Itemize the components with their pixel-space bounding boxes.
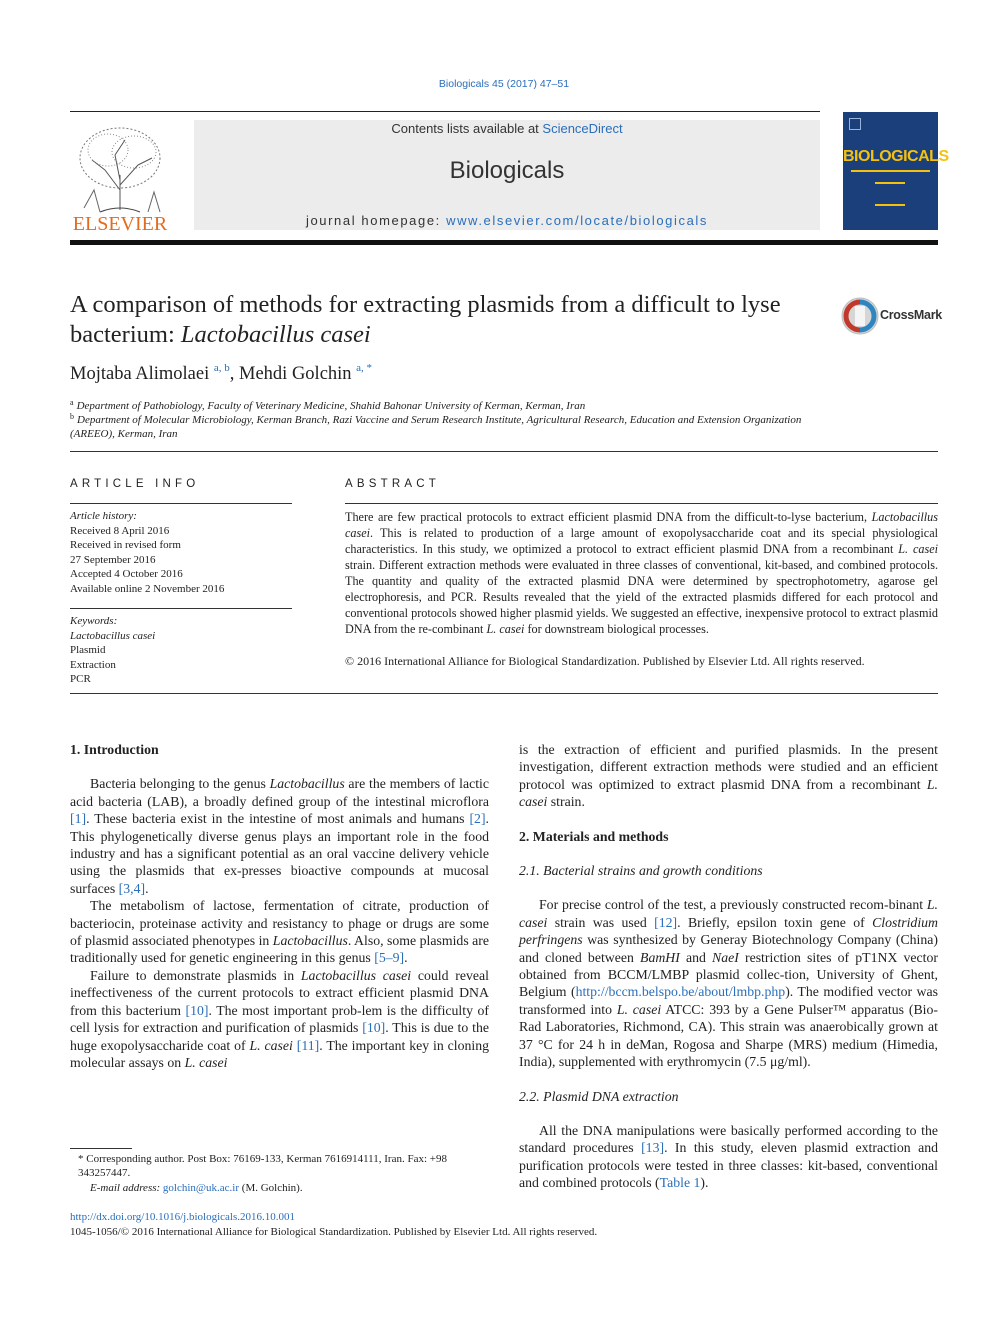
keywords-block (70, 614, 292, 687)
info-rule-top (70, 503, 292, 504)
abstract-species: L. casei (486, 622, 525, 636)
methods-heading: 2. Materials and methods (519, 828, 669, 844)
subsection-2-1-heading: 2.1. Bacterial strains and growth conditions (519, 863, 763, 879)
footnote-rule (70, 1148, 132, 1149)
abstract-segment: There are few practical protocols to extract efficient plasmid DNA from the difficult-to-lyse bacterium, (345, 510, 872, 524)
sciencedirect-link[interactable]: ScienceDirect (542, 121, 623, 136)
bccm-url-link[interactable]: http://bccm.belspo.be/about/lmbp.php (575, 984, 786, 1000)
body-column-left (70, 741, 489, 1071)
history-item: 27 September 2016 (70, 553, 156, 566)
doi-link[interactable]: http://dx.doi.org/10.1016/j.biologicals.2016.10.001 (70, 1211, 295, 1223)
history-item: Received 8 April 2016 (70, 524, 170, 537)
journal-homepage-line (194, 213, 820, 228)
ref-link[interactable]: [5–9] (374, 950, 405, 966)
methods-paragraph-1: For precise control of the test, a previously constructed recom-binant L. casei strain was used [12]. Briefly, epsilon toxin gene of Clostridium perfringens was synthesized by Generay Biotechnology Company (China) and cloned between BamHI and NaeI restriction sites of pT1NX vector obtained from BCCM/LMBP plasmid collec-tion, University of Ghent, Belgium (http://bccm.belspo.be/about/lmbp.php). The modified vector was transformed into L. casei ATCC: 393 by a Gene Pulser™ apparatus (Bio-Rad Laboratories, Richmond, CA). This strain was anaerobically grown at 37 °C for 24 h in deMan, Rogosa and Sharpe (MRS) medium (Himedia, India), supplemented with erythromycin (7.5 μg/ml). (519, 897, 939, 1070)
keyword-item: Lactobacillus casei (70, 629, 156, 642)
abstract-segment: for downstream biological processes. (524, 622, 709, 636)
cover-decoration (875, 182, 905, 206)
history-label: Article history: (70, 510, 137, 522)
introduction-heading: 1. Introduction (70, 742, 159, 757)
header-bottom-rule (70, 240, 938, 245)
body-column-right (519, 741, 938, 1192)
ref-link[interactable]: [10] (185, 1002, 209, 1018)
author1-affiliation-marks[interactable]: a, b (213, 362, 230, 374)
ref-link[interactable]: [10] (362, 1020, 386, 1036)
cover-stripe (851, 170, 930, 172)
history-item: Accepted 4 October 2016 (70, 568, 183, 580)
article-title (70, 290, 820, 350)
footnote-mark: * (78, 1153, 87, 1165)
abstract-heading: ABSTRACT (345, 478, 440, 490)
keyword-item: Extraction (70, 658, 116, 671)
author2-affiliation-marks[interactable]: a, * (356, 362, 373, 374)
affiliation-b-text: Department of Molecular Microbiology, Kerman Branch, Razi Vaccine and Serum Research Institute, Agricultural Research, Education and Extension Organization (AREEO), Kerman, Iran (70, 414, 802, 440)
elsevier-wordmark: ELSEVIER (72, 213, 168, 235)
homepage-link[interactable]: www.elsevier.com/locate/biologicals (446, 213, 709, 228)
journal-cover-thumbnail[interactable] (843, 112, 949, 230)
issn-copyright: 1045-1056/© 2016 International Alliance for Biological Standardization. Published by Elsevier Ltd. All rights reserved. (70, 1226, 598, 1238)
contents-available-line (194, 121, 820, 136)
abstract-segment: strain. Different extraction methods were evaluated in three classes of conventional, kit-based, and combined protocols. The quantity and quality of the extracted plasmid DNA were determined by spectrophotometry, agarose gel electrophoresis, and PCR. Results revealed that the yield of the extracted plasmids differed for each protocol and conventional protocols showed higher plasmid yields. We suggested an effective, inexpensive protocol to extract plasmid DNA from the re-combinant (345, 558, 938, 636)
abstract-text (345, 509, 938, 637)
table-1-link[interactable]: Table 1 (659, 1175, 701, 1191)
info-rule-middle (70, 608, 292, 609)
abstract-species: L. casei (898, 542, 938, 556)
abstract-species: Lactobacillus casei (345, 510, 938, 540)
intro-paragraph-3: Failure to demonstrate plasmids in Lactobacillus casei could reveal ineffectiveness of the current protocols to extract efficient plasmid DNA from this bacterium [10]. The most important prob-lem is the difficulty of cell lysis for extraction and purification of plasmids [10]. This is due to the huge exopolysaccharide coat of L. casei [11]. The important key in cloning molecular assays on L. casei (70, 967, 489, 1070)
ref-link[interactable]: [1] (70, 811, 87, 827)
intro-paragraph-3-continued: is the extraction of efficient and purified plasmids. In the present investigation, different extraction methods were studied and an efficient protocol was optimized to extract plasmid DNA from a recombinant L. casei strain. (519, 742, 938, 810)
header-top-rule (70, 111, 820, 112)
info-bottom-rule (70, 693, 938, 694)
methods-paragraph-2: All the DNA manipulations were basically performed according to the standard procedures [13]. In this study, eleven plasmid extraction and purification protocols were tested in three classes: kit-based, conventional and combined protocols (Table 1). (519, 1122, 938, 1191)
affiliation-a-text: Department of Pathobiology, Faculty of Veterinary Medicine, Shahid Bahonar University of Kerman, Kerman, Iran (76, 400, 586, 412)
intro-paragraph-1: Bacteria belonging to the genus Lactobacillus are the members of lactic acid bacteria (LAB), a broadly defined group of the intestinal microflora [1]. These bacteria exist in the intestine of most animals and humans [2]. This phylogenetically diverse genus plays an important role in the food industry and has a significant potential as an oral vaccine delivery vehicle using the plasmids that ex-presses bioactive compounds at mucosal surfaces [3,4]. (70, 776, 489, 896)
homepage-prefix: journal homepage: (305, 213, 447, 228)
crossmark-label[interactable]: CrossMark (880, 308, 942, 322)
article-info-heading: ARTICLE INFO (70, 478, 200, 490)
affiliation-b-mark: b (70, 412, 74, 421)
cover-title: BIOLOGICALS (843, 148, 949, 165)
keyword-item: PCR (70, 673, 91, 685)
author-golchin[interactable]: Mehdi Golchin (239, 364, 352, 384)
affiliation-b (70, 410, 830, 441)
author-alimolaei[interactable]: Mojtaba Alimolaei (70, 364, 210, 384)
intro-paragraph-2: The metabolism of lactose, fermentation of citrate, production of bacteriocin, proteinase activity and resistancy to phage or drugs are some of plasmid associated phenotypes in Lactobacillus. Also, some plasmids are traditionally used for genetic engineering in this genus [5–9]. (70, 898, 489, 966)
ref-link[interactable]: [13] (641, 1140, 665, 1156)
ref-link[interactable]: [11] (296, 1037, 320, 1053)
article-title-species: Lactobacillus casei (180, 321, 371, 348)
article-title-main: A comparison of methods for extracting plasmids from a difficult to lyse bacterium: (70, 291, 781, 348)
ref-link[interactable]: [12] (654, 914, 678, 930)
corresponding-author-footnote (70, 1152, 489, 1195)
affiliation-a-mark: a (70, 398, 74, 407)
cover-emblem-icon (849, 118, 861, 130)
journal-title: Biologicals (449, 157, 565, 184)
ref-link[interactable]: [2] (469, 811, 486, 827)
history-item: Available online 2 November 2016 (70, 582, 225, 595)
abstract-segment: . This is related to production of a large amount of exopolysaccharide coat and its special physiological characteristics. In this study, we optimized a protocol to extract efficient plasmid DNA from a recombinant (345, 526, 938, 556)
footnote-email: E-mail address: golchin@uk.ac.ir (M. Golchin). (90, 1181, 303, 1194)
journal-citation[interactable]: Biologicals 45 (2017) 47–51 (438, 78, 570, 90)
author-list: Mojtaba Alimolaei $^{a, b}$, Mehdi Golchin $^{a, *}$ (70, 362, 373, 384)
footnote-corresponding: * Corresponding author. Post Box: 76169-133, Kerman 7616914111, Iran. Fax: +98 343257447. (78, 1153, 447, 1180)
email-link[interactable]: golchin@uk.ac.ir (162, 1181, 240, 1194)
article-history (70, 509, 292, 596)
contents-prefix: Contents lists available at (391, 121, 543, 136)
ref-link[interactable]: [3,4] (118, 880, 146, 896)
subsection-2-2-heading: 2.2. Plasmid DNA extraction (519, 1088, 679, 1104)
affiliation-rule (70, 451, 938, 452)
abstract-copyright: © 2016 International Alliance for Biological Standardization. Published by Elsevier Ltd. All rights reserved. (345, 654, 865, 668)
history-item: Received in revised form (70, 539, 181, 551)
abstract-rule (345, 503, 938, 504)
keywords-label: Keywords: (70, 615, 118, 627)
keyword-item: Plasmid (70, 644, 106, 656)
